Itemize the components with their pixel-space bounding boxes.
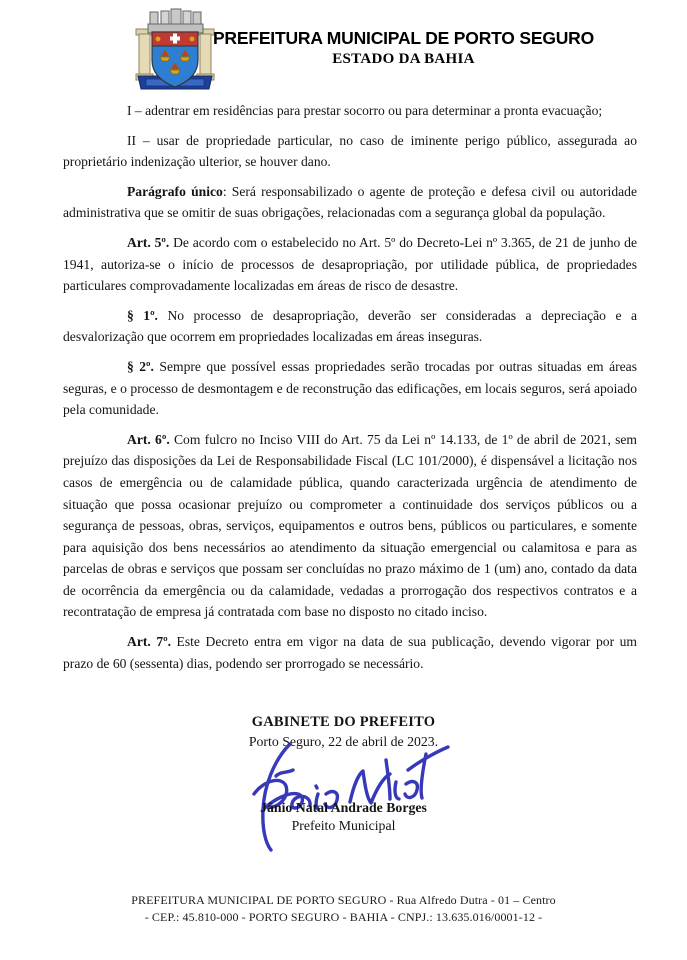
footer-cep-cnpj-line: - CEP.: 45.810-000 - PORTO SEGURO - BAHIA - CNPJ.: 13.635.016/0001-12 -	[144, 910, 543, 924]
clause-lead: Art. 7º.	[127, 634, 172, 650]
clause-text: Este Decreto entra em vigor na data de sua publicação, devendo vigorar por um prazo de 60 (sessenta) dias, podendo ser prorrogado se necessário.	[63, 634, 638, 671]
clause-paragrafo-unico	[63, 181, 637, 224]
clause-text: : Será responsabilizado o agente de proteção e defesa civil ou autoridade administrativa que se omitir de suas obrigações, relacionadas com a segurança global da população.	[63, 183, 637, 221]
clause-art-5-par-2	[63, 356, 637, 421]
clause-text: I – adentrar em residências para prestar socorro ou para determinar a pronta evacuação;	[127, 103, 603, 118]
dateline: Porto Seguro, 22 de abril de 2023.	[248, 734, 439, 750]
decree-body	[0, 94, 687, 674]
signature-icon	[232, 736, 467, 854]
page-footer	[0, 892, 687, 926]
clause-text: No processo de desapropriação, deverão ser consideradas a depreciação e a desvalorização que ocorrem em propriedades localizadas em áreas inseguras.	[63, 307, 637, 345]
clause-inciso-i	[63, 100, 637, 122]
clause-art-6	[63, 429, 637, 623]
clause-lead: § 2º.	[127, 358, 154, 374]
clause-text: Sempre que possível essas propriedades serão trocadas por outras situadas em áreas seguras, e o processo de desmontagem e de reconstrução das edificações, em locais seguros, será apoiado pela comunidade.	[63, 358, 637, 418]
clause-inciso-ii	[63, 130, 637, 173]
clause-art-7	[63, 631, 637, 674]
clause-art-5-par-1	[63, 305, 637, 348]
signer-name: Jânio Natal Andrade Borges	[260, 800, 427, 816]
clause-lead: § 1º.	[127, 307, 158, 323]
clause-art-5	[63, 232, 637, 297]
org-title: PREFEITURA MUNICIPAL DE PORTO SEGURO	[212, 28, 595, 48]
org-subtitle: ESTADO DA BAHIA	[332, 51, 475, 67]
letterhead-text	[182, 28, 625, 68]
clause-text: Com fulcro no Inciso VIII do Art. 75 da Lei nº 14.133, de 1º de abril de 2021, sem prejuízo das disposições da Lei de Responsabilidade Fiscal (LC 101/2000), é dispensável a licitação nos casos de emergência ou de calamidade pública, quando caracterizada urgência de atendimento de situação que possa ocasionar prejuízo ou comprometer a continuidade dos serviços públicos ou a segurança de pessoas, obras, serviços, equipamentos e outros bens, públicos ou particulares, e somente para aquisição dos bens necessários ao atendimento da situação emergencial ou calamitosa e para as parcelas de obras e serviços que possam ser concluídas no prazo máximo de 1 (um) ano, contado da data de ocorrência da emergência ou da calamidade, vedadas a prorrogação dos respectivos contratos e a recontratação de empresa já contratada com base no disposto no citado inciso.	[63, 431, 637, 620]
office-heading: GABINETE DO PREFEITO	[251, 714, 436, 731]
footer-address-line: PREFEITURA MUNICIPAL DE PORTO SEGURO - Rua Alfredo Dutra - 01 – Centro	[131, 893, 556, 907]
clause-text: II – usar de propriedade particular, no caso de iminente perigo público, assegurada ao proprietário indenização ulterior, se houver dano.	[63, 132, 637, 170]
letterhead	[0, 0, 687, 94]
clause-text: De acordo com o estabelecido no Art. 5º do Decreto-Lei nº 3.365, de 21 de junho de 1941, autoriza-se o início de processos de desapropriação, por utilidade pública, de propriedades particulares comprovadamente localizadas em áreas de risco de desastre.	[63, 234, 637, 294]
signer-title: Prefeito Municipal	[291, 818, 396, 834]
closing-block	[0, 714, 687, 834]
clause-lead: Art. 5º.	[127, 234, 170, 250]
signer-block	[0, 800, 687, 834]
clause-lead: Art. 6º.	[127, 431, 170, 447]
clause-lead: Parágrafo único	[127, 183, 223, 199]
